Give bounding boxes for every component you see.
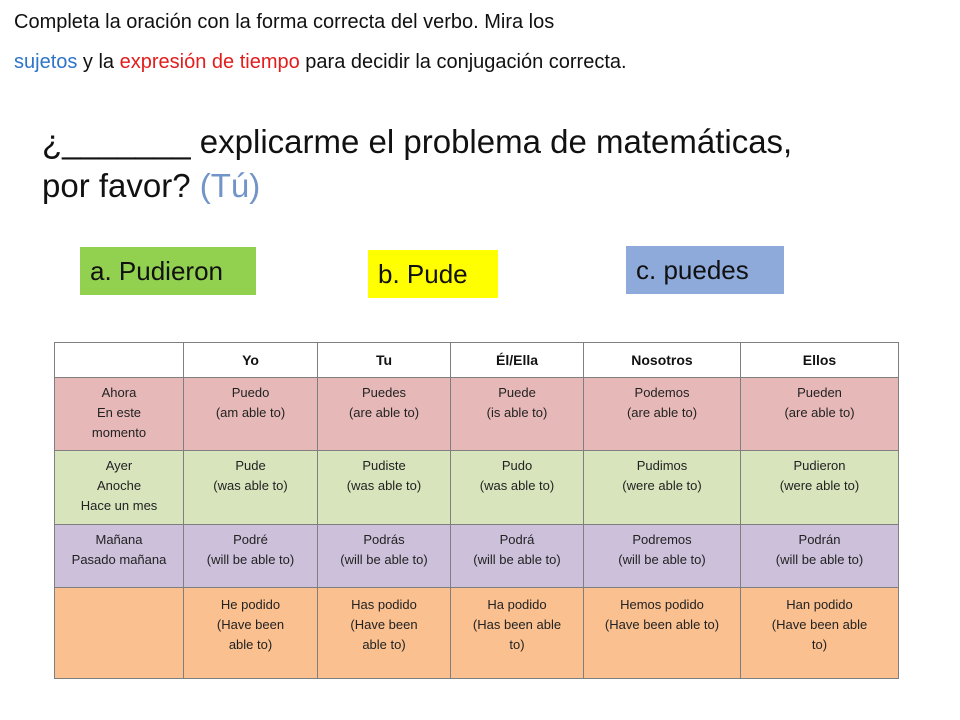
- verb-form: Pudo: [501, 458, 533, 473]
- verb-translation: (Have been: [350, 617, 418, 632]
- table-cell: [741, 451, 899, 525]
- verb-form: Puedes: [361, 385, 407, 400]
- verb-form: Pudieron: [793, 458, 846, 473]
- option-a[interactable]: a. Pudieron: [80, 247, 256, 295]
- verb-translation: (was able to): [213, 478, 288, 493]
- verb-translation: to): [509, 637, 525, 652]
- time-cell: [55, 451, 184, 525]
- table-cell: [451, 588, 584, 679]
- verb-form: Pueden: [797, 385, 842, 400]
- table-cell: [584, 451, 741, 525]
- question-text-2: por favor?: [42, 167, 200, 204]
- verb-form: Podremos: [632, 532, 692, 547]
- time-cell: [55, 378, 184, 451]
- verb-translation: (was able to): [479, 478, 555, 493]
- time-line: En este: [96, 405, 142, 420]
- verb-translation: (were able to): [622, 478, 702, 493]
- verb-translation: (Has been able: [472, 617, 562, 632]
- table-row-future: [55, 525, 899, 588]
- verb-form: Ha podido: [487, 597, 547, 612]
- table-header-row: [55, 343, 899, 378]
- time-line: Pasado mañana: [71, 552, 167, 567]
- verb-form: Has podido: [351, 597, 417, 612]
- table-cell: [584, 378, 741, 451]
- verb-form: Han podido: [786, 597, 853, 612]
- instruction-period: .: [621, 51, 627, 73]
- verb-form: He podido: [220, 597, 281, 612]
- table-cell: [741, 378, 899, 451]
- verb-translation: (will be able to): [340, 552, 428, 567]
- verb-translation: (was able to): [346, 478, 422, 493]
- table-row-perfect: [55, 588, 899, 679]
- table-cell: [584, 525, 741, 588]
- verb-translation: (were able to): [779, 478, 860, 493]
- time-cell: [55, 525, 184, 588]
- table-cell: [318, 451, 451, 525]
- header-ellos: Ellos: [741, 343, 899, 378]
- header-tu: Tu: [318, 343, 451, 378]
- table-cell: [584, 588, 741, 679]
- verb-translation: (Have been: [216, 617, 285, 632]
- conjugation-table: [54, 342, 899, 679]
- time-line: Anoche: [96, 478, 142, 493]
- instruction-text: Completa la oración con la forma correcta del verbo. Mira los: [14, 11, 555, 33]
- verb-form: Puede: [498, 385, 536, 400]
- verb-translation: (am able to): [215, 405, 286, 420]
- table-cell: [451, 525, 584, 588]
- verb-translation: (will be able to): [618, 552, 706, 567]
- header-empty: [55, 343, 184, 378]
- verb-translation: (are able to): [784, 405, 855, 420]
- question-text-1: explicarme el problema de matemáticas,: [190, 123, 793, 160]
- verb-translation: (will be able to): [206, 552, 295, 567]
- verb-form: Hemos podido: [620, 597, 704, 612]
- header-nosotros: Nosotros: [584, 343, 741, 378]
- instruction-rest: para decidir la conjugación correcta: [299, 51, 622, 73]
- verb-form: Puedo: [231, 385, 270, 400]
- table-cell: [184, 451, 318, 525]
- instruction-connector: y la: [77, 51, 120, 73]
- instruction-line-1: [14, 8, 554, 36]
- verb-translation: (are able to): [626, 405, 698, 420]
- question-subject: (Tú): [199, 167, 261, 204]
- verb-translation: able to): [362, 637, 406, 652]
- time-line: Hace un mes: [80, 498, 158, 513]
- verb-form: Podrá: [499, 532, 535, 547]
- time-line: Ahora: [101, 385, 137, 400]
- question: [42, 120, 792, 208]
- verb-translation: (Have been able to): [604, 617, 720, 632]
- time-cell: [55, 588, 184, 679]
- verb-form: Podré: [233, 532, 268, 547]
- verb-translation: able to): [228, 637, 273, 652]
- verb-form: Podrás: [363, 532, 405, 547]
- header-yo: Yo: [184, 343, 318, 378]
- instruction-line-2: [14, 48, 627, 76]
- option-b[interactable]: b. Pude: [368, 250, 498, 298]
- verb-form: Pudiste: [362, 458, 406, 473]
- subjects-highlight: sujetos: [14, 51, 78, 73]
- verb-translation: (is able to): [486, 405, 548, 420]
- table-cell: [741, 588, 899, 679]
- option-c[interactable]: c. puedes: [626, 246, 784, 294]
- verb-form: Pude: [235, 458, 266, 473]
- table-cell: [184, 378, 318, 451]
- verb-form: Podrán: [798, 532, 841, 547]
- verb-translation: (will be able to): [473, 552, 561, 567]
- verb-translation: (Have been able: [771, 617, 868, 632]
- table-cell: [318, 378, 451, 451]
- time-line: Ayer: [105, 458, 133, 473]
- header-el-ella: Él/Ella: [451, 343, 584, 378]
- question-blank: ¿_______: [42, 123, 191, 160]
- verb-translation: to): [811, 637, 828, 652]
- verb-translation: (are able to): [348, 405, 420, 420]
- verb-form: Pudimos: [636, 458, 688, 473]
- table-cell: [184, 588, 318, 679]
- table-cell: [741, 525, 899, 588]
- table-cell: [318, 525, 451, 588]
- time-line: momento: [91, 425, 147, 440]
- table-cell: [451, 378, 584, 451]
- verb-translation: (will be able to): [775, 552, 864, 567]
- time-line: Mañana: [95, 532, 143, 547]
- table-cell: [451, 451, 584, 525]
- table-cell: [318, 588, 451, 679]
- table-row-past: [55, 451, 899, 525]
- verb-form: Podemos: [634, 385, 690, 400]
- table-row-present: [55, 378, 899, 451]
- time-expression-highlight: expresión de tiempo: [119, 51, 300, 73]
- table-cell: [184, 525, 318, 588]
